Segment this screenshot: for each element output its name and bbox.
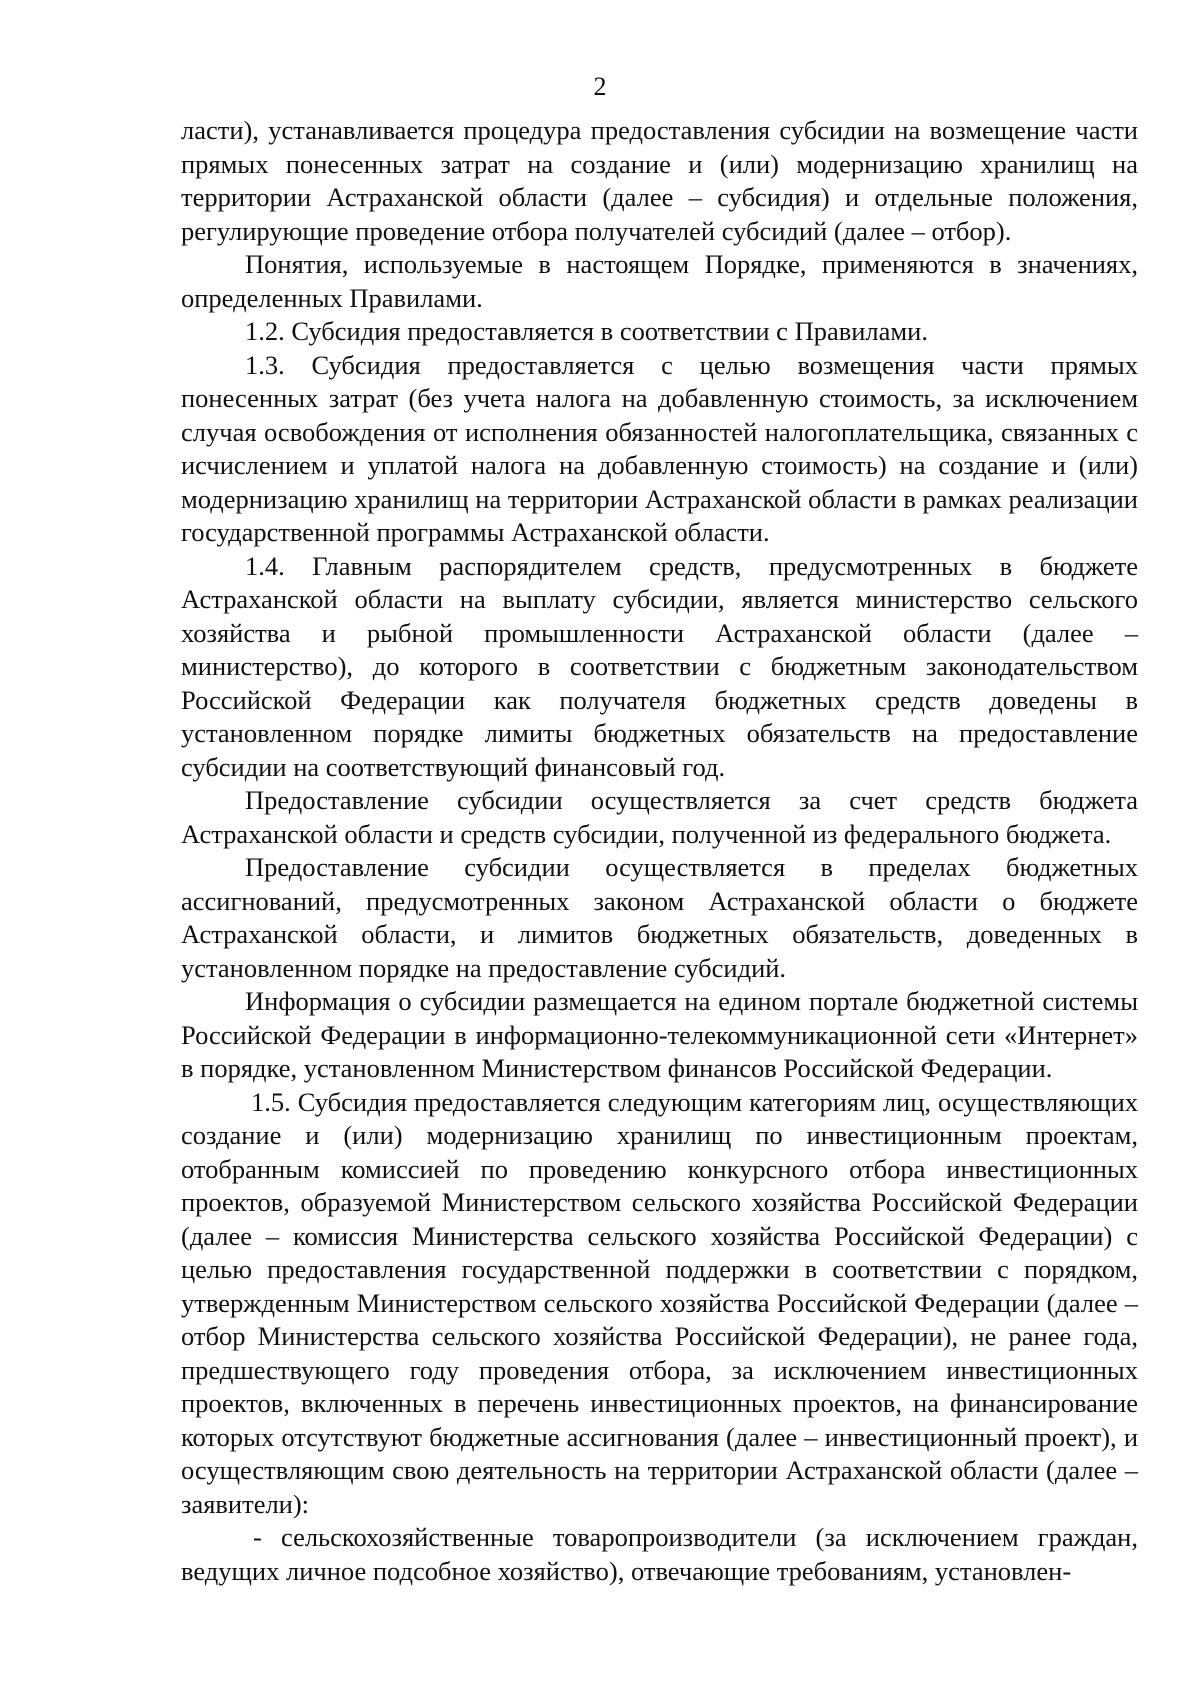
paragraph-1-5: 1.5. Субсидия предоставляется следующим категориям лиц, осуществляющих создание и (или) модернизацию хранилищ по инвестиционным проектам, отобранным комиссией по проведению конкурсного отбора инвестиционных проектов, образуемой Министерством сельского хозяйства Российской Федерации (далее – комиссия Министерства сельского хозяйства Российской Федерации) с целью предоставления государственной поддержки в соответствии с порядком, утвержденным Министерством сельского хозяйства Российской Федерации (далее – отбор Министерства сельского хозяйства Российской Федерации), не ранее года, предшествующего году проведения отбора, за исключением инвестиционных проектов, включенных в перечень инвестиционных проектов, на финансирование которых отсутствуют бюджетные ассигнования (далее – инвестиционный проект), и осуществляющим свою деятельность на территории Астраханской области (далее – заявители): <box>181 1086 1138 1519</box>
document-body <box>181 114 1138 1588</box>
paragraph-budget-limits: Предоставление субсидии осуществляется в пределах бюджетных ассигнований, предусмотренных законом Астраханской области о бюджете Астраханской области, и лимитов бюджетных обязательств, доведенных в установленном порядке на предоставление субсидий. <box>181 852 1138 983</box>
paragraph-1-2: 1.2. Субсидия предоставляется в соответствии с Правилами. <box>245 316 928 346</box>
list-item-agricultural-producers: - сельскохозяйственные товаропроизводители (за исключением граждан, ведущих личное подсобное хозяйство), отвечающие требованиям, установлен- <box>181 1522 1138 1586</box>
page-number: 2 <box>593 72 607 101</box>
paragraph-funding-sources: Предоставление субсидии осуществляется за счет средств бюджета Астраханской области и средств субсидии, полученной из федерального бюджета. <box>181 785 1138 849</box>
paragraph-intro-continuation: ласти), устанавливается процедура предоставления субсидии на возмещение части прямых понесенных затрат на создание и (или) модернизацию хранилищ на территории Астраханской области (далее – субсидия) и отдельные положения, регулирующие проведение отбора получателей субсидий (далее – отбор). <box>181 115 1138 246</box>
paragraph-portal-info: Информация о субсидии размещается на едином портале бюджетной системы Российской Федерации в информационно-телекоммуникационной сети «Интернет» в порядке, установленном Министерством финансов Российской Федерации. <box>181 986 1138 1083</box>
paragraph-definitions: Понятия, используемые в настоящем Порядке, применяются в значениях, определенных Правилами. <box>181 249 1138 313</box>
paragraph-1-4: 1.4. Главным распорядителем средств, предусмотренных в бюджете Астраханской области на выплату субсидии, является министерство сельского хозяйства и рыбной промышленности Астраханской области (далее – министерство), до которого в соответствии с бюджетным законодательством Российской Федерации как получателя бюджетных средств доведены в установленном порядке лимиты бюджетных обязательств на предоставление субсидии на соответствующий финансовый год. <box>181 550 1138 782</box>
paragraph-1-3: 1.3. Субсидия предоставляется с целью возмещения части прямых понесенных затрат (без учета налога на добавленную стоимость, за исключением случая освобождения от исполнения обязанностей налогоплательщика, связанных с исчислением и уплатой налога на добавленную стоимость) на создание и (или) модернизацию хранилищ на территории Астраханской области в рамках реализации государственной программы Астраханской области. <box>181 349 1138 547</box>
